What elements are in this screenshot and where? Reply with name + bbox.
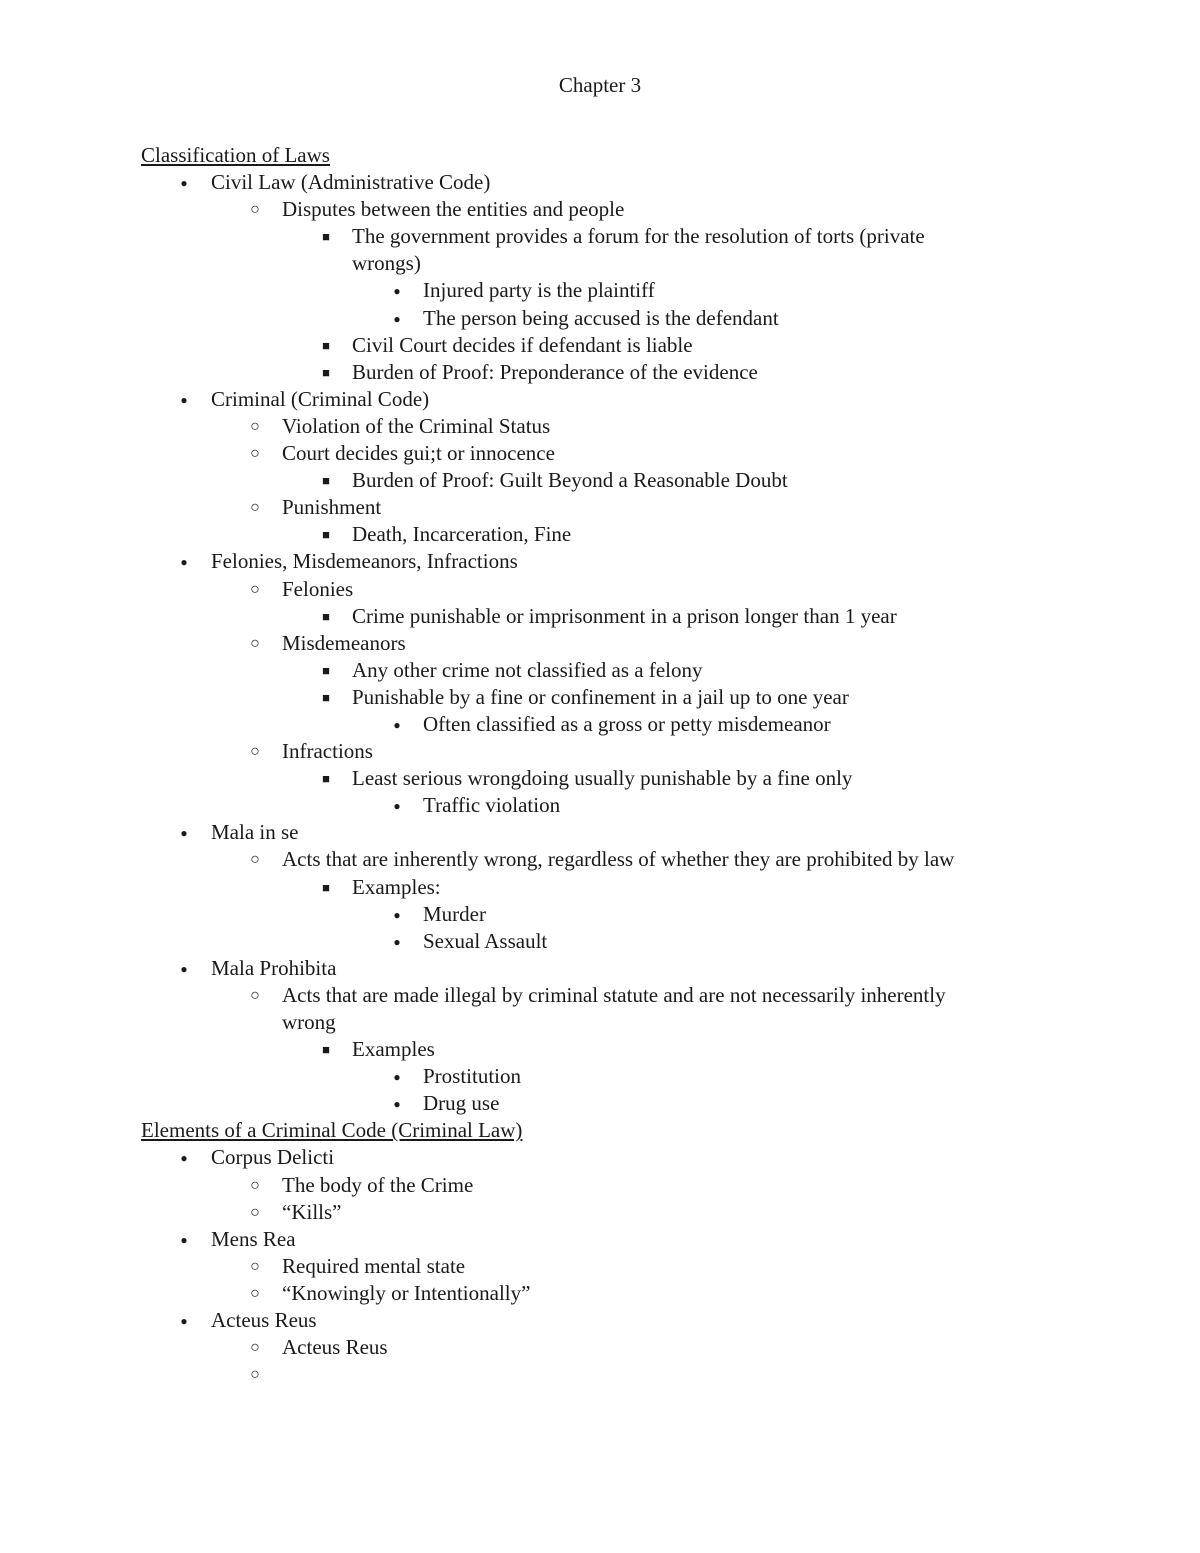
disc-bullet-icon	[387, 928, 407, 956]
circle-bullet-icon	[245, 1361, 265, 1388]
section-heading: Classification of Laws	[141, 143, 330, 167]
disc-bullet-icon	[387, 901, 407, 929]
square-bullet-icon	[316, 359, 336, 386]
list-item-level-2	[0, 1199, 1200, 1226]
list-item-text: Least serious wrongdoing usually punishable by a fine only	[352, 766, 853, 791]
list-item-text: wrong	[282, 1010, 336, 1034]
disc-bullet-icon	[387, 277, 407, 305]
list-item-text: The government provides a forum for the resolution of torts (private	[352, 224, 925, 249]
list-item-text: Any other crime not classified as a felony	[352, 657, 703, 682]
list-item-text: Examples	[352, 1037, 435, 1062]
list-item-text: Court decides gui;t or innocence	[282, 441, 555, 466]
square-bullet-icon	[316, 657, 336, 684]
square-bullet-icon	[316, 332, 336, 359]
disc-bullet-icon	[387, 1090, 407, 1118]
disc-bullet-icon	[174, 819, 194, 847]
square-bullet-icon	[316, 223, 336, 250]
list-item-level-3	[0, 1036, 1200, 1063]
circle-bullet-icon	[245, 1280, 265, 1307]
list-item-level-2	[0, 846, 1200, 873]
circle-bullet-icon	[245, 846, 265, 873]
list-item-level-4	[0, 901, 1200, 928]
square-bullet-icon	[316, 467, 336, 494]
list-item-level-4	[0, 277, 1200, 304]
circle-bullet-icon	[245, 1253, 265, 1280]
circle-bullet-icon	[245, 494, 265, 521]
list-item-text: Drug use	[423, 1091, 500, 1116]
square-bullet-icon	[316, 1036, 336, 1063]
list-item-text: Acteus Reus	[211, 1308, 317, 1333]
list-item-text: Acteus Reus	[282, 1335, 388, 1360]
disc-bullet-icon	[387, 711, 407, 739]
disc-bullet-icon	[387, 1063, 407, 1091]
list-item-level-4	[0, 928, 1200, 955]
list-item-text: Violation of the Criminal Status	[282, 413, 551, 438]
disc-bullet-icon	[174, 1226, 194, 1254]
list-item-text: Acts that are inherently wrong, regardless of whether they are prohibited by law	[282, 847, 955, 872]
circle-bullet-icon	[245, 1334, 265, 1361]
list-item-level-3	[0, 765, 1200, 792]
list-item-level-1	[0, 386, 1200, 413]
circle-bullet-icon	[245, 196, 265, 223]
disc-bullet-icon	[174, 955, 194, 983]
list-item-text: The person being accused is the defendant	[423, 305, 779, 330]
list-item-text: Misdemeanors	[282, 630, 406, 655]
list-item-level-2	[0, 1361, 1200, 1388]
list-item-text: Required mental state	[282, 1253, 466, 1278]
circle-bullet-icon	[245, 1199, 265, 1226]
list-item-level-2	[0, 1172, 1200, 1199]
list-item-text: Often classified as a gross or petty misdemeanor	[423, 711, 831, 736]
disc-bullet-icon	[174, 386, 194, 414]
square-bullet-icon	[316, 765, 336, 792]
square-bullet-icon	[316, 874, 336, 901]
list-item-text: Murder	[423, 901, 486, 926]
list-item-level-2	[0, 494, 1200, 521]
list-item-level-2	[0, 1280, 1200, 1307]
list-item-level-3	[0, 603, 1200, 630]
list-item-level-2	[0, 196, 1200, 223]
circle-bullet-icon	[245, 413, 265, 440]
list-item-text: Examples:	[352, 874, 441, 899]
list-item-level-3	[0, 874, 1200, 901]
list-item-level-1	[0, 169, 1200, 196]
list-item-text: Civil Court decides if defendant is liable	[352, 332, 693, 357]
list-item-text: Felonies	[282, 576, 354, 601]
list-item-level-4	[0, 1090, 1200, 1117]
list-item-level-2	[0, 630, 1200, 657]
list-item-level-1	[0, 1226, 1200, 1253]
list-item-level-1	[0, 548, 1200, 575]
list-item-level-1	[0, 1307, 1200, 1334]
disc-bullet-icon	[387, 792, 407, 820]
list-item-level-4	[0, 305, 1200, 332]
list-item-level-2	[0, 576, 1200, 603]
list-item-level-3	[0, 223, 1200, 250]
list-item-text: Burden of Proof: Preponderance of the evidence	[352, 359, 758, 384]
list-item-level-2	[0, 440, 1200, 467]
list-item-text: Punishable by a fine or confinement in a jail up to one year	[352, 684, 849, 709]
list-item-text: Civil Law (Administrative Code)	[211, 170, 491, 195]
disc-bullet-icon	[174, 1144, 194, 1172]
list-item-level-1	[0, 819, 1200, 846]
list-item-text: Infractions	[282, 739, 373, 764]
square-bullet-icon	[316, 603, 336, 630]
list-item-text: Criminal (Criminal Code)	[211, 386, 430, 411]
list-item-text: Corpus Delicti	[211, 1145, 335, 1170]
list-item-level-2	[0, 1009, 1200, 1036]
circle-bullet-icon	[245, 1172, 265, 1199]
list-item-level-3	[0, 521, 1200, 548]
outline	[0, 142, 1200, 1388]
list-item-level-3	[0, 250, 1200, 277]
list-item-level-2	[0, 1253, 1200, 1280]
list-item-text: Injured party is the plaintiff	[423, 278, 655, 303]
circle-bullet-icon	[245, 630, 265, 657]
list-item-level-2	[0, 413, 1200, 440]
disc-bullet-icon	[174, 1307, 194, 1335]
list-item-text: Acts that are made illegal by criminal statute and are not necessarily inherently	[282, 982, 946, 1007]
list-item-text: Traffic violation	[423, 793, 561, 818]
list-item-level-3	[0, 684, 1200, 711]
disc-bullet-icon	[174, 169, 194, 197]
list-item-level-1	[0, 955, 1200, 982]
list-item-level-3	[0, 657, 1200, 684]
list-item-text: Death, Incarceration, Fine	[352, 522, 572, 547]
list-item-text: Disputes between the entities and people	[282, 197, 625, 222]
list-item-text: Mala in se	[211, 820, 299, 845]
square-bullet-icon	[316, 684, 336, 711]
list-item-level-4	[0, 792, 1200, 819]
circle-bullet-icon	[245, 738, 265, 765]
square-bullet-icon	[316, 521, 336, 548]
list-item-text: “Kills”	[282, 1199, 342, 1224]
list-item-text: Burden of Proof: Guilt Beyond a Reasonable Doubt	[352, 468, 788, 493]
circle-bullet-icon	[245, 440, 265, 467]
list-item-level-2	[0, 738, 1200, 765]
list-item-text: Punishment	[282, 495, 382, 520]
list-item-text: “Knowingly or Intentionally”	[282, 1280, 531, 1305]
circle-bullet-icon	[245, 576, 265, 603]
list-item-level-4	[0, 711, 1200, 738]
list-item-text: The body of the Crime	[282, 1172, 474, 1197]
list-item-level-4	[0, 1063, 1200, 1090]
list-item-level-3	[0, 332, 1200, 359]
list-item-text: Sexual Assault	[423, 928, 548, 953]
list-item-text: Felonies, Misdemeanors, Infractions	[211, 549, 518, 574]
list-item-text: wrongs)	[352, 251, 421, 276]
list-item-level-3	[0, 467, 1200, 494]
list-item-text: Prostitution	[423, 1064, 522, 1089]
list-item-level-1	[0, 1144, 1200, 1171]
circle-bullet-icon	[245, 982, 265, 1009]
list-item-text: Crime punishable or imprisonment in a prison longer than 1 year	[352, 603, 897, 628]
page-title: Chapter 3	[558, 73, 642, 97]
list-item-text: Mens Rea	[211, 1226, 296, 1251]
section-heading: Elements of a Criminal Code (Criminal Law)	[141, 1118, 523, 1143]
list-item-level-2	[0, 1334, 1200, 1361]
disc-bullet-icon	[174, 548, 194, 576]
list-item-level-3	[0, 359, 1200, 386]
list-item-text: Mala Prohibita	[211, 955, 337, 980]
disc-bullet-icon	[387, 305, 407, 333]
list-item-level-2	[0, 982, 1200, 1009]
